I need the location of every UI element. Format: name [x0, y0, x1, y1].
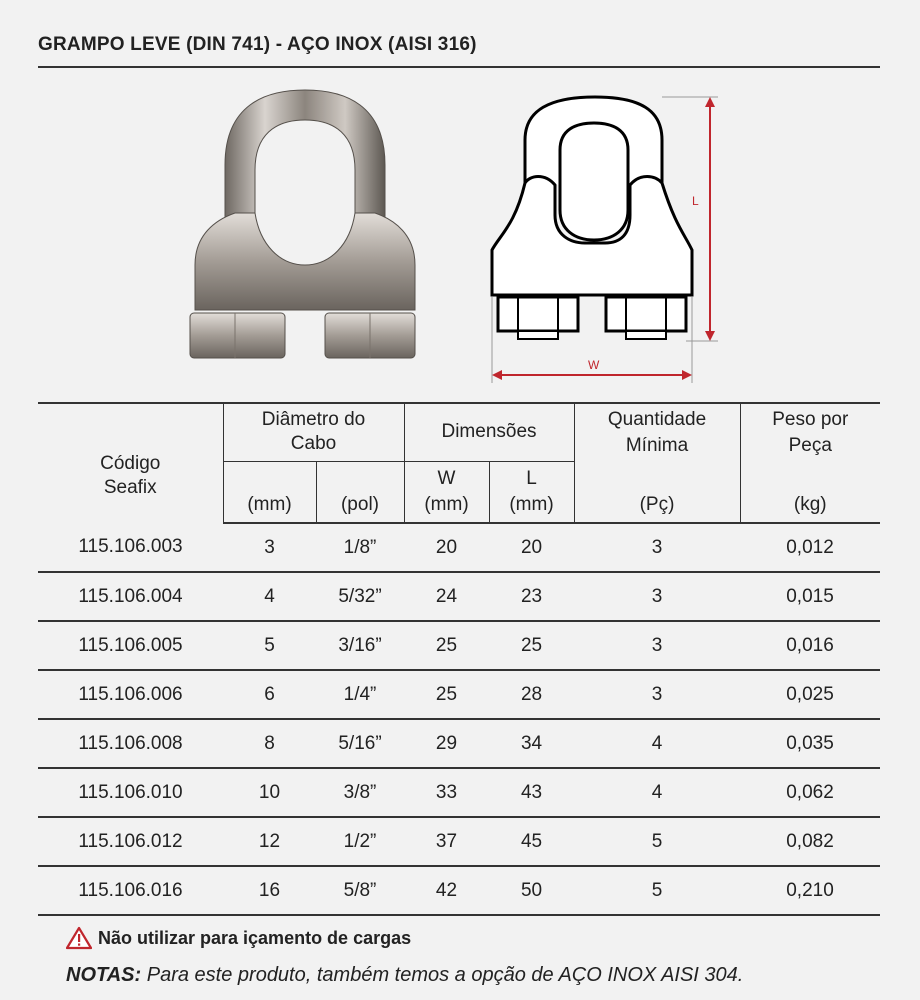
cell-codigo: 115.106.008: [38, 719, 223, 768]
header-quantidade: [574, 403, 740, 461]
header-peso-line2: Peça: [788, 434, 832, 456]
cell-qtd: 3: [574, 621, 740, 670]
cell-pol: 5/8”: [316, 866, 404, 915]
cell-qtd: 3: [574, 523, 740, 572]
notes-label: NOTAS:: [66, 964, 142, 986]
title-divider: [38, 66, 880, 68]
cell-mm: 4: [223, 572, 316, 621]
header-peso-line1: Peso por: [772, 408, 849, 430]
cell-codigo: 115.106.010: [38, 768, 223, 817]
cell-l: 20: [489, 523, 574, 572]
cell-pol: 1/4”: [316, 670, 404, 719]
cell-l: 28: [489, 670, 574, 719]
cell-w: 37: [404, 817, 489, 866]
cell-mm: 6: [223, 670, 316, 719]
cell-peso: 0,082: [740, 817, 880, 866]
cell-pol: 1/2”: [316, 817, 404, 866]
cell-l: 34: [489, 719, 574, 768]
cell-l: 25: [489, 621, 574, 670]
warning-text: Não utilizar para içamento de cargas: [98, 927, 412, 948]
cell-codigo: 115.106.016: [38, 866, 223, 915]
cell-mm: 8: [223, 719, 316, 768]
cell-w: 25: [404, 670, 489, 719]
cell-peso: 0,062: [740, 768, 880, 817]
cell-mm: 16: [223, 866, 316, 915]
header-diametro-mm: (mm): [223, 461, 316, 523]
header-diametro-line1: Diâmetro do: [261, 409, 366, 431]
table-row: [38, 817, 880, 866]
label-w: W: [588, 358, 600, 372]
header-w: [404, 461, 489, 523]
cell-codigo: 115.106.004: [38, 572, 223, 621]
cell-qtd: 3: [574, 670, 740, 719]
cell-pol: 3/16”: [316, 621, 404, 670]
cell-pol: 5/32”: [316, 572, 404, 621]
notes: [66, 964, 743, 987]
header-quantidade-line1: Quantidade: [607, 408, 707, 430]
header-codigo-line1: Código: [100, 452, 161, 474]
cell-qtd: 5: [574, 817, 740, 866]
dimension-drawing: [470, 85, 730, 395]
header-l: [489, 461, 574, 523]
spec-table: [38, 402, 880, 916]
header-l-label: L: [526, 467, 537, 489]
cell-peso: 0,012: [740, 523, 880, 572]
header-dimensoes: Dimensões: [404, 403, 574, 461]
cell-w: 20: [404, 523, 489, 572]
cell-qtd: 3: [574, 572, 740, 621]
cell-mm: 3: [223, 523, 316, 572]
table-row: [38, 523, 880, 572]
label-l: L: [692, 194, 699, 208]
header-diametro-line2: Cabo: [290, 433, 337, 455]
cell-pol: 5/16”: [316, 719, 404, 768]
cell-w: 42: [404, 866, 489, 915]
cell-l: 23: [489, 572, 574, 621]
notes-text: Para este produto, também temos a opção de AÇO INOX AISI 304.: [141, 964, 744, 986]
header-w-label: W: [437, 467, 456, 489]
cell-qtd: 4: [574, 719, 740, 768]
cell-peso: 0,025: [740, 670, 880, 719]
cell-l: 43: [489, 768, 574, 817]
cell-peso: 0,035: [740, 719, 880, 768]
cell-l: 50: [489, 866, 574, 915]
header-quantidade-unit: (Pç): [574, 461, 740, 523]
header-codigo-line2: Seafix: [103, 476, 157, 498]
cell-codigo: 115.106.005: [38, 621, 223, 670]
cell-w: 29: [404, 719, 489, 768]
table-row: [38, 866, 880, 915]
cell-peso: 0,016: [740, 621, 880, 670]
cell-mm: 10: [223, 768, 316, 817]
header-diametro-pol: (pol): [316, 461, 404, 523]
header-quantidade-line2: Mínima: [625, 434, 689, 456]
cell-w: 33: [404, 768, 489, 817]
table-row: [38, 572, 880, 621]
header-diametro: [223, 403, 404, 461]
table-row: [38, 719, 880, 768]
cell-codigo: 115.106.006: [38, 670, 223, 719]
cell-l: 45: [489, 817, 574, 866]
cell-peso: 0,015: [740, 572, 880, 621]
header-peso: [740, 403, 880, 461]
header-l-unit: (mm): [509, 493, 554, 515]
cell-codigo: 115.106.003: [38, 523, 223, 572]
cell-w: 25: [404, 621, 489, 670]
header-w-unit: (mm): [424, 493, 469, 515]
header-peso-unit: (kg): [740, 461, 880, 523]
table-row: [38, 621, 880, 670]
cell-pol: 1/8”: [316, 523, 404, 572]
cell-qtd: 5: [574, 866, 740, 915]
table-row: [38, 768, 880, 817]
page-title: GRAMPO LEVE (DIN 741) - AÇO INOX (AISI 316): [38, 34, 477, 55]
cell-w: 24: [404, 572, 489, 621]
product-photo: [180, 85, 430, 370]
cell-pol: 3/8”: [316, 768, 404, 817]
header-codigo: [38, 403, 223, 523]
cell-codigo: 115.106.012: [38, 817, 223, 866]
cell-mm: 5: [223, 621, 316, 670]
cell-peso: 0,210: [740, 866, 880, 915]
table-row: [38, 670, 880, 719]
warning-note: [66, 926, 411, 950]
warning-triangle-icon: [66, 926, 92, 950]
cell-qtd: 4: [574, 768, 740, 817]
cell-mm: 12: [223, 817, 316, 866]
